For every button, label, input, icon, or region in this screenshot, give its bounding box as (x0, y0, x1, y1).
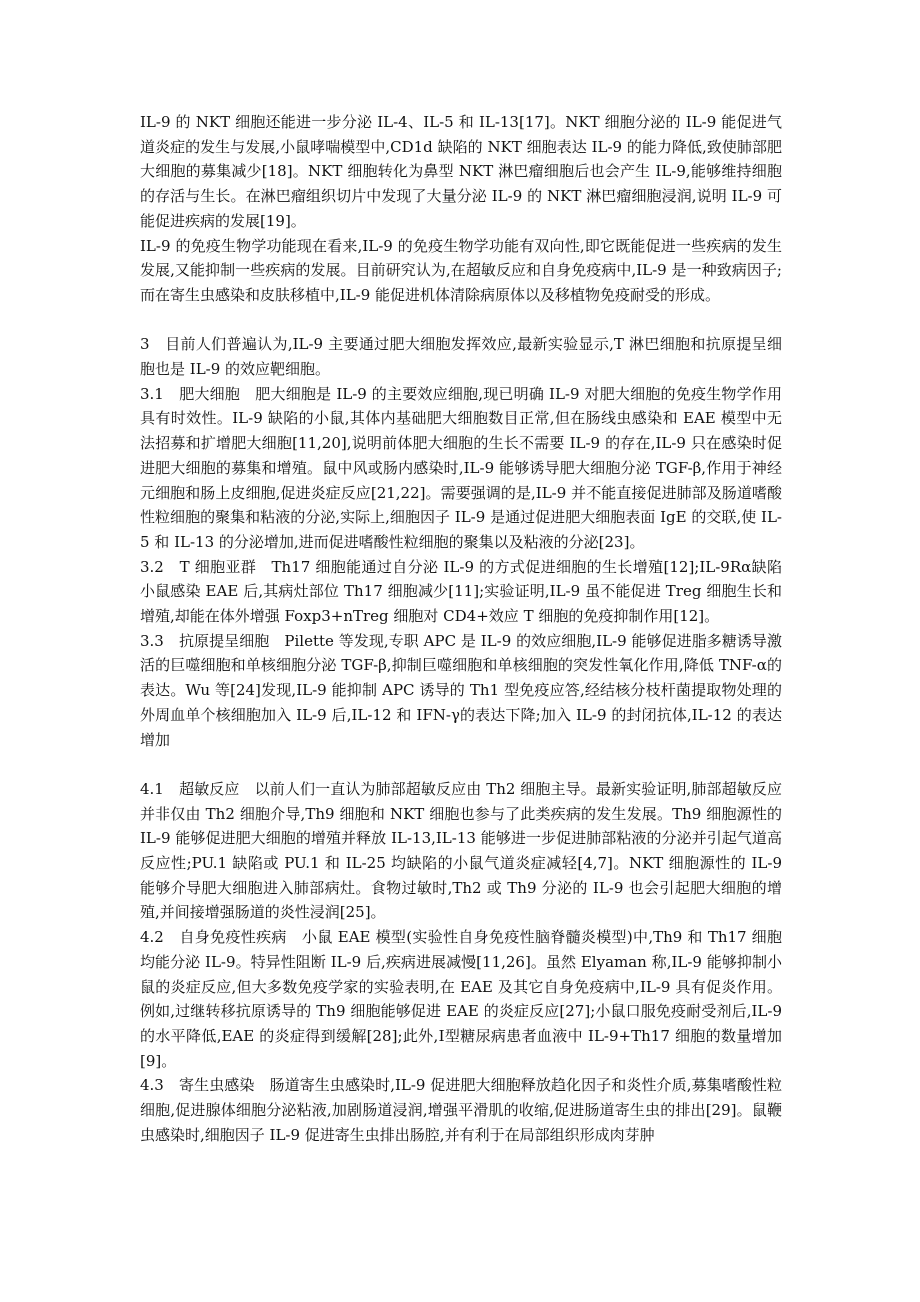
paragraph-il9-immune-function: IL-9 的免疫生物学功能现在看来,IL-9 的免疫生物学功能有双向性,即它既能促进一些疾病的发生发展,又能抑制一些疾病的发展。目前研究认为,在超敏反应和自身免疫病中,IL-9 是一种致病因子;而在寄生虫感染和皮肤移植中,IL-9 能促进机体清除病原体以及移植物免疫耐受的形成。 (140, 236, 782, 304)
paragraph-gap (140, 752, 782, 777)
paragraph-section-4-1-hypersensitivity: 4.1 超敏反应 以前人们一直认为肺部超敏反应由 Th2 细胞主导。最新实验证明,肺部超敏反应并非仅由 Th2 细胞介导,Th9 细胞和 NKT 细胞也参与了此类疾病的发生发展。Th9 细胞源性的 IL-9 能够促进肥大细胞的增殖并释放 IL-13,IL-13 能够进一步促进肺部粘液的分泌并引起气道高反应性;PU.1 缺陷或 PU.1 和 IL-25 均缺陷的小鼠气道炎症减轻[4,7]。NKT 细胞源性的 IL-9 能够介导肥大细胞进入肺部病灶。食物过敏时,Th2 或 Th9 分泌的 IL-9 也会引起肥大细胞的增殖,并间接增强肠道的炎性浸润[25]。 (140, 779, 782, 922)
paragraph-section-3-2-t-cells: 3.2 T 细胞亚群 Th17 细胞能通过自分泌 IL-9 的方式促进细胞的生长增殖[12];IL-9Rα缺陷小鼠感染 EAE 后,其病灶部位 Th17 细胞减少[11];实验证明,IL-9 虽不能促进 Treg 细胞生长和增殖,却能在体外增强 Foxp3+nTreg 细胞对 CD4+效应 T 细胞的免疫抑制作用[12]。 (140, 557, 782, 626)
paragraph-gap (140, 308, 782, 333)
paragraph-section-3-1-mast-cells: 3.1 肥大细胞 肥大细胞是 IL-9 的主要效应细胞,现已明确 IL-9 对肥大细胞的免疫生物学作用具有时效性。IL-9 缺陷的小鼠,其体内基础肥大细胞数目正常,但在肠线虫感染和 EAE 模型中无法招募和扩增肥大细胞[11,20],说明前体肥大细胞的生长不需要 IL-9 的存在,IL-9 只在感染时促进肥大细胞的募集和增殖。鼠中风或肠内感染时,IL-9 能够诱导肥大细胞分泌 TGF-β,作用于神经元细胞和肠上皮细胞,促进炎症反应[21,22]。需要强调的是,IL-9 并不能直接促进肺部及肠道嗜酸性粒细胞的聚集和粘液的分泌,实际上,细胞因子 IL-9 是通过促进肥大细胞表面 IgE 的交联,使 IL-5 和 IL-13 的分泌增加,进而促进嗜酸性粒细胞的聚集以及粘液的分泌[23]。 (140, 384, 782, 551)
document-body (140, 110, 782, 1148)
paragraph-section-3-intro: 3 目前人们普遍认为,IL-9 主要通过肥大细胞发挥效应,最新实验显示,T 淋巴细胞和抗原提呈细胞也是 IL-9 的效应靶细胞。 (140, 335, 782, 379)
paragraph-nkt-il9: IL-9 的 NKT 细胞还能进一步分泌 IL-4、IL-5 和 IL-13[17]。NKT 细胞分泌的 IL-9 能促进气道炎症的发生与发展,小鼠哮喘模型中,CD1d 缺陷的 NKT 细胞表达 IL-9 的能力降低,致使肺部肥大细胞的募集减少[18]。NKT 细胞转化为鼻型 NKT 淋巴瘤细胞后也会产生 IL-9,能够维持细胞的存活与生长。在淋巴瘤组织切片中发现了大量分泌 IL-9 的 NKT 淋巴瘤细胞浸润,说明 IL-9 可能促进疾病的发展[19]。 (140, 113, 782, 230)
paragraph-section-4-3-parasite: 4.3 寄生虫感染 肠道寄生虫感染时,IL-9 促进肥大细胞释放趋化因子和炎性介质,募集嗜酸性粒细胞,促进腺体细胞分泌粘液,加剧肠道浸润,增强平滑肌的收缩,促进肠道寄生虫的排出[29]。鼠鞭虫感染时,细胞因子 IL-9 促进寄生虫排出肠腔,并有利于在局部组织形成肉芽肿 (140, 1076, 782, 1144)
paragraph-section-3-3-apc: 3.3 抗原提呈细胞 Pilette 等发现,专职 APC 是 IL-9 的效应细胞,IL-9 能够促进脂多糖诱导激活的巨噬细胞和单核细胞分泌 TGF-β,抑制巨噬细胞和单核细胞的突发性氧化作用,降低 TNF-α的表达。Wu 等[24]发现,IL-9 能抑制 APC 诱导的 Th1 型免疫应答,经结核分枝杆菌提取物处理的外周血单个核细胞加入 IL-9 后,IL-12 和 IFN-γ的表达下降;加入 IL-9 的封闭抗体,IL-12 的表达增加 (140, 631, 782, 749)
paragraph-section-4-2-autoimmune: 4.2 自身免疫性疾病 小鼠 EAE 模型(实验性自身免疫性脑脊髓炎模型)中,Th9 和 Th17 细胞均能分泌 IL-9。特异性阻断 IL-9 后,疾病进展减慢[11,26]。虽然 Elyaman 称,IL-9 能够抑制小鼠的炎症反应,但大多数免疫学家的实验表明,在 EAE 及其它自身免疫病中,IL-9 具有促炎作用。例如,过继转移抗原诱导的 Th9 细胞能够促进 EAE 的炎症反应[27];小鼠口服免疫耐受剂后,IL-9 的水平降低,EAE 的炎症得到缓解[28];此外,Ⅰ型糖尿病患者血液中 IL-9+Th17 细胞的数量增加[9]。 (140, 928, 782, 1070)
